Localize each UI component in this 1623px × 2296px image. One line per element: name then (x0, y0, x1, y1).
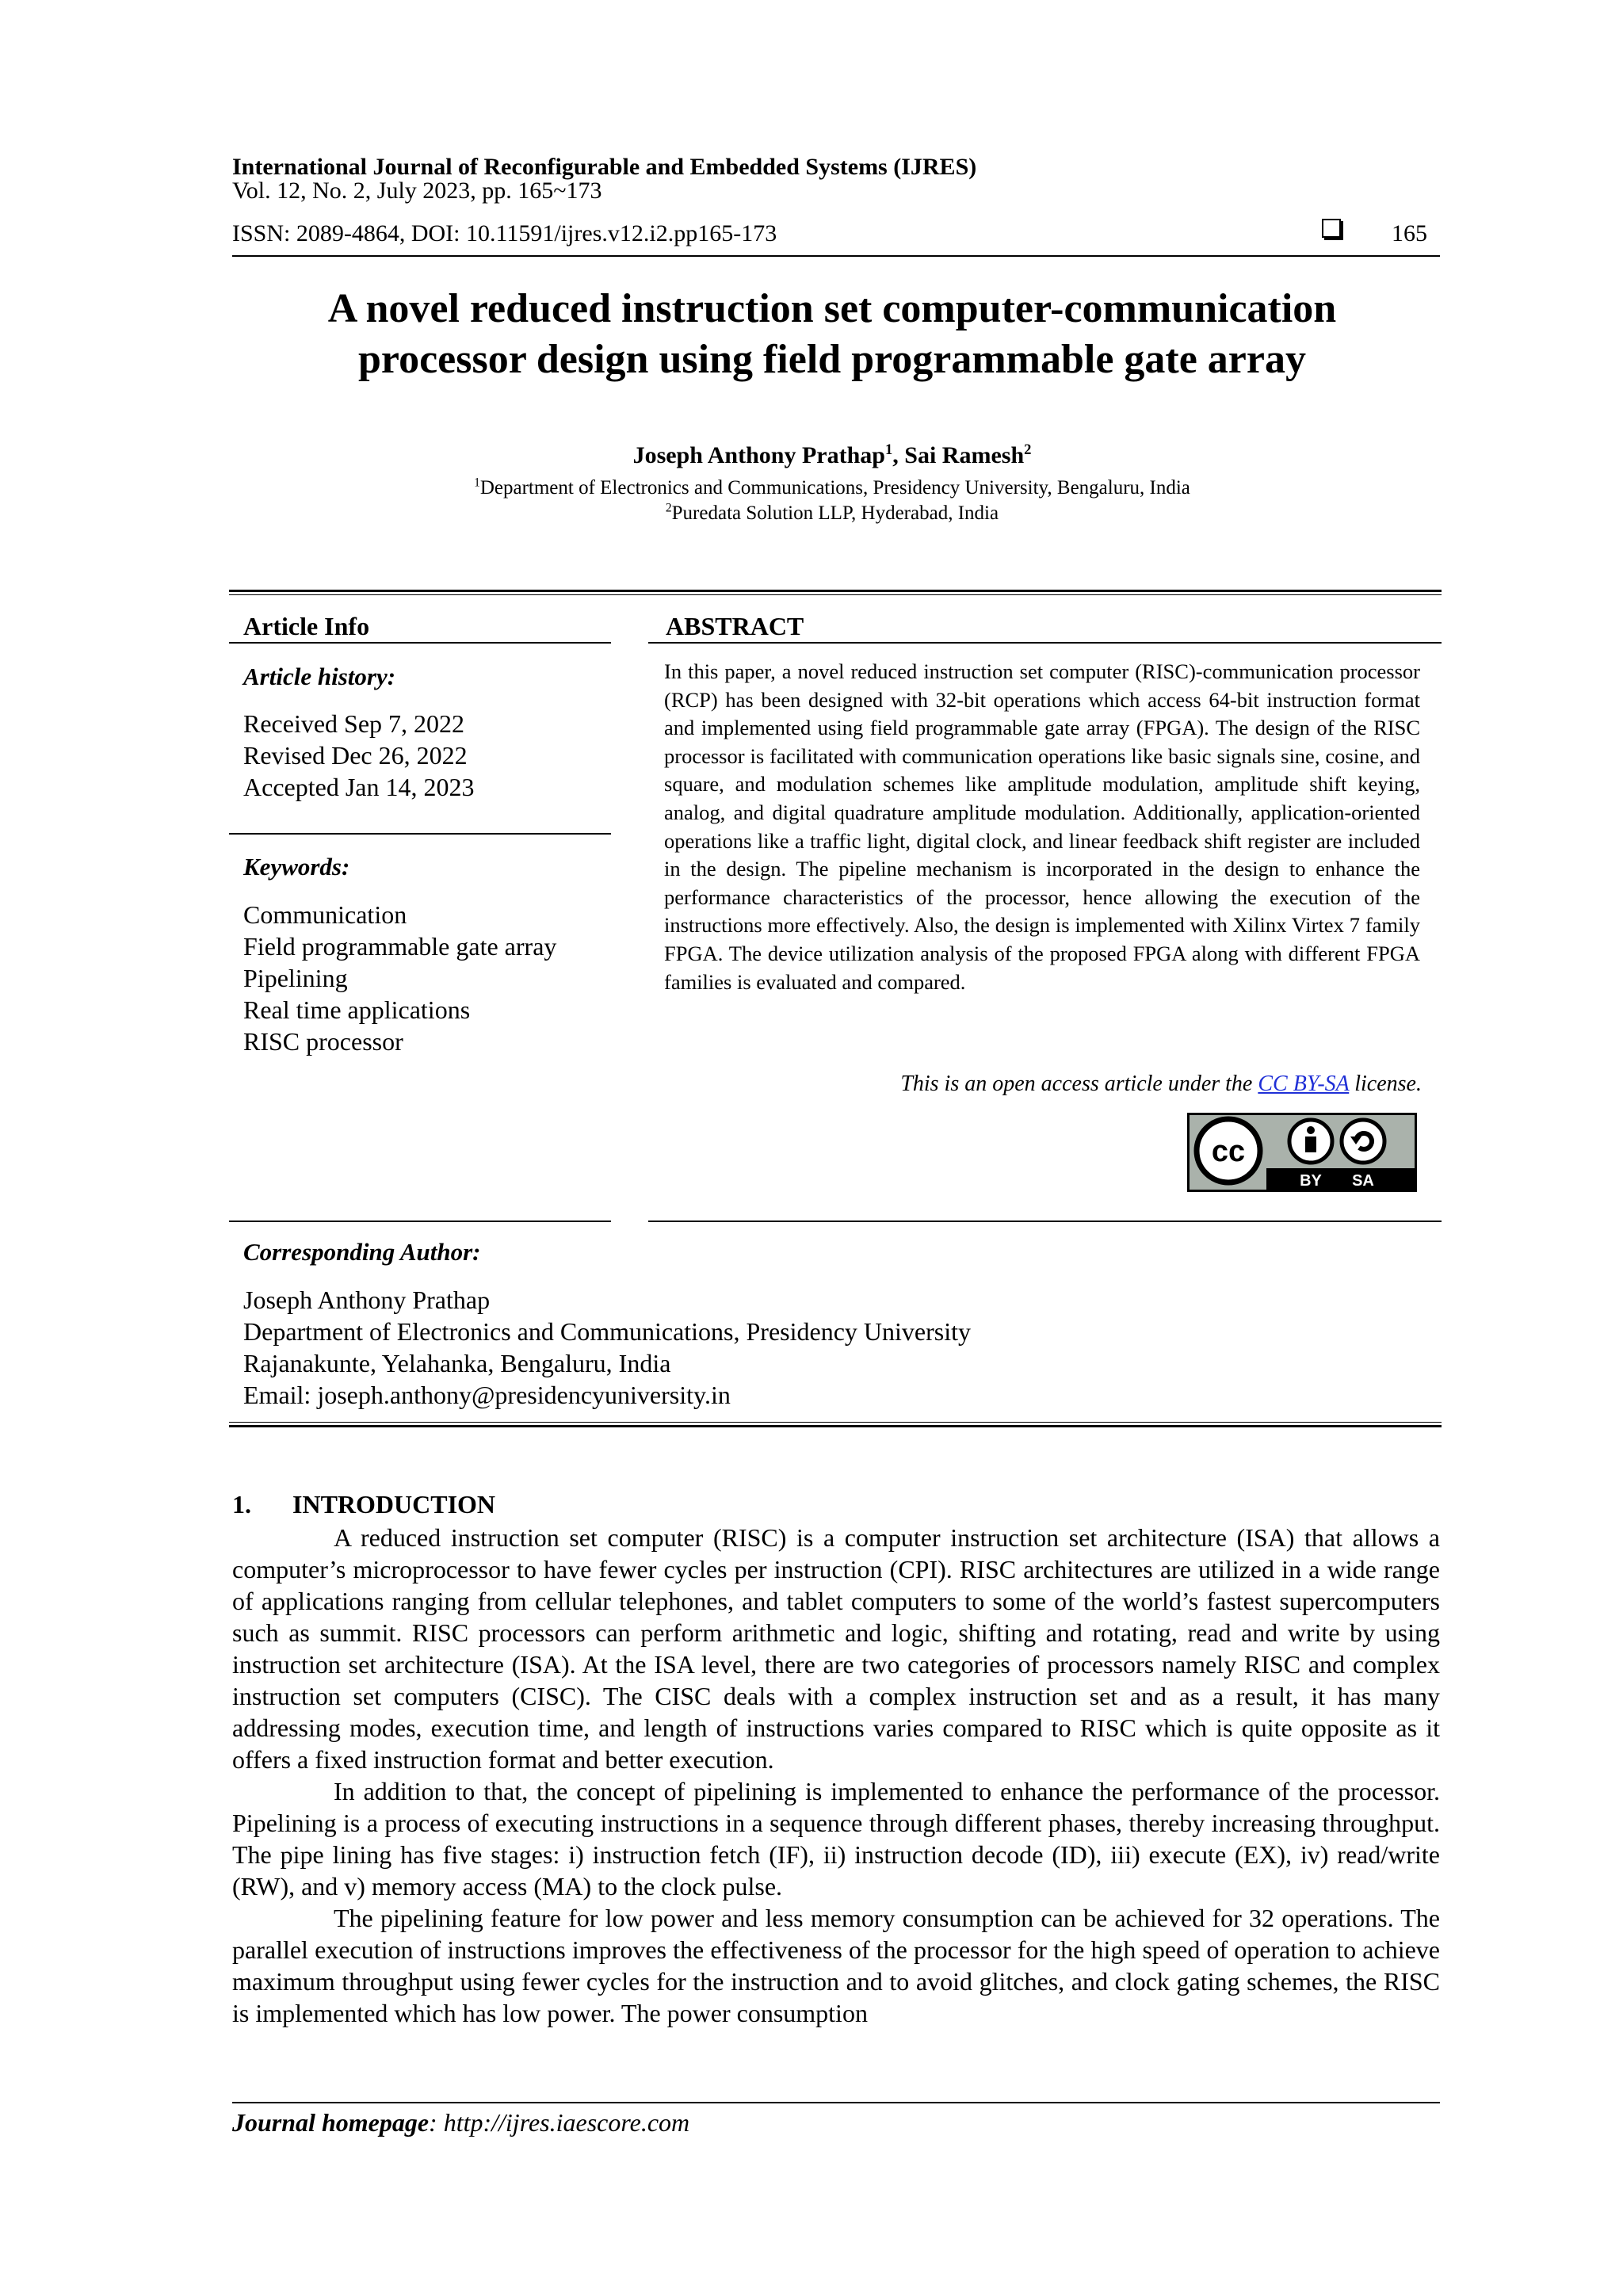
title-line-1: A novel reduced instruction set computer-communication (327, 286, 1337, 331)
license-note (666, 1072, 1422, 1097)
affiliation-1 (198, 477, 1466, 499)
corresponding-line: Rajanakunte, Yelahanka, Bengaluru, India (243, 1349, 671, 1377)
history-item: Accepted Jan 14, 2023 (243, 773, 475, 801)
license-link[interactable]: CC BY-SA (1258, 1072, 1350, 1096)
title-line-2: processor design using field programmable gate array (358, 337, 1306, 382)
body-paragraph: A reduced instruction set computer (RISC) is a computer instruction set architecture (ISA) that allows a computer’s microprocessor to have fewer cycles per instruction (CPI). RISC architectures are utilized in a wide range of applications ranging from cellular telephones, and tablet computers to some of the world’s fastest supercomputers such as summit. RISC processors can perform arithmetic and logic, shifting and rotating, read and write by using instruction set architecture (ISA). At the ISA level, there are two categories of processors namely RISC and complex instruction set computers (CISC). The CISC deals with a complex instruction set and as a result, it has many addressing modes, execution time, and length of instructions varies compared to RISC which is quite opposite as it offers a fixed instruction format and better execution. (232, 1523, 1440, 1774)
journal-name: International Journal of Reconfigurable and Embedded Systems (IJRES) (232, 154, 977, 180)
cc-by-sa-badge-icon[interactable] (1187, 1113, 1417, 1192)
homepage-separator: : (429, 2108, 444, 2137)
cc-mark: cc (1211, 1135, 1246, 1168)
section-title: INTRODUCTION (292, 1490, 496, 1519)
issn-doi: ISSN: 2089-4864, DOI: 10.11591/ijres.v12.i2.pp165-173 (232, 220, 777, 246)
affiliation-superscript: 2 (665, 501, 672, 515)
author-name: Joseph Anthony Prathap (632, 442, 885, 468)
introduction-body (232, 1522, 1440, 2029)
journal-homepage (232, 2108, 689, 2137)
affiliation-2 (198, 502, 1466, 525)
corresponding-line: Email: joseph.anthony@presidencyuniversity.in (243, 1381, 731, 1409)
body-paragraph: The pipelining feature for low power and less memory consumption can be achieved for 32 operations. The parallel execution of instructions improves the effectiveness of the processor for the high speed of operation to achieve maximum throughput using fewer cycles for the instruction and to avoid glitches, and clock gating schemes, the RISC is implemented which has low power. The power consumption (232, 1904, 1440, 2027)
page-number: 165 (1392, 220, 1427, 246)
keyword-item: Real time applications (243, 995, 471, 1024)
info-box-top-rule (229, 594, 1442, 595)
square-bullet-icon (1322, 219, 1341, 238)
article-info-heading: Article Info (243, 612, 370, 640)
keyword-item: Pipelining (243, 964, 348, 992)
affiliation-text: Puredata Solution LLP, Hyderabad, India (671, 502, 999, 524)
author-separator: , (892, 442, 905, 468)
section-heading (232, 1490, 495, 1519)
author-superscript: 2 (1024, 441, 1032, 458)
abstract-text: In this paper, a novel reduced instruction set computer (RISC)-communication processor (RCP) has been designed with 32-bit operations which access 64-bit instruction format and implemented using field programmable gate array (FPGA). The design of the RISC processor is facilitated with communication operations like basic signals sine, cosine, and square, and modulation schemes like amplitude modulation, amplitude shift keying, analog, and digital quadrature amplitude modulation. Additionally, application-oriented operations like a traffic light, digital clock, and linear feedback shift register are included in the design. The pipeline mechanism is incorporated in the design to enhance the performance characteristics of the processor, hence allowing the execution of the instructions more effectively. Also, the design is implemented with Xilinx Virtex 7 family FPGA. The device utilization analysis of the proposed FPGA along with different FPGA families is evaluated and compared. (664, 659, 1420, 994)
corresponding-line: Joseph Anthony Prathap (243, 1286, 491, 1314)
license-suffix: license. (1349, 1072, 1422, 1096)
history-item: Received Sep 7, 2022 (243, 709, 465, 738)
history-heading: Article history: (243, 663, 396, 690)
sa-label: SA (1352, 1172, 1374, 1190)
affiliation-text: Department of Electronics and Communications, Presidency University, Bengaluru, India (479, 477, 1190, 499)
column-rule (229, 833, 611, 835)
keywords-list (243, 899, 608, 1057)
cc-badge-graphic (1187, 1113, 1417, 1192)
corresponding-line: Department of Electronics and Communications, Presidency University (243, 1317, 971, 1346)
column-rule (648, 1221, 1442, 1222)
homepage-link[interactable]: http://ijres.iaescore.com (443, 2108, 690, 2137)
keyword-item: Field programmable gate array (243, 932, 557, 961)
keywords-heading: Keywords: (243, 853, 350, 881)
footer-rule (232, 2102, 1440, 2103)
column-rule (229, 642, 611, 644)
author-name: Sai Ramesh (904, 442, 1025, 468)
history-list (243, 708, 474, 803)
section-number: 1. (232, 1490, 251, 1519)
abstract-heading: ABSTRACT (666, 612, 804, 640)
volume-info: Vol. 12, No. 2, July 2023, pp. 165~173 (232, 178, 602, 204)
header-rule (232, 255, 1440, 257)
body-paragraph: In addition to that, the concept of pipelining is implemented to enhance the performance of the processor. Pipelining is a process of executing instructions in a sequence through different phases, thereby increasing throughput. The pipe lining has five stages: i) instruction fetch (IF), ii) instruction decode (ID), iii) execute (EX), iv) read/write (RW), and v) memory access (MA) to the clock pulse. (232, 1777, 1440, 1901)
history-item: Revised Dec 26, 2022 (243, 741, 468, 770)
author-superscript: 1 (884, 441, 893, 458)
by-label: BY (1300, 1172, 1322, 1190)
license-prefix: This is an open access article under the (900, 1072, 1258, 1096)
keyword-item: Communication (243, 900, 407, 929)
corresponding-details (243, 1284, 971, 1411)
paper-title (198, 284, 1466, 385)
corresponding-heading: Corresponding Author: (243, 1238, 481, 1266)
info-box-bottom-rule (229, 1422, 1442, 1423)
authors (198, 442, 1466, 469)
info-box-bottom-rule (229, 1425, 1442, 1427)
homepage-label: Journal homepage (232, 2108, 430, 2137)
keyword-item: RISC processor (243, 1027, 403, 1056)
affiliation-superscript: 1 (474, 476, 480, 490)
column-rule (229, 1221, 611, 1222)
column-rule (648, 642, 1442, 644)
info-box-top-rule (229, 590, 1442, 592)
